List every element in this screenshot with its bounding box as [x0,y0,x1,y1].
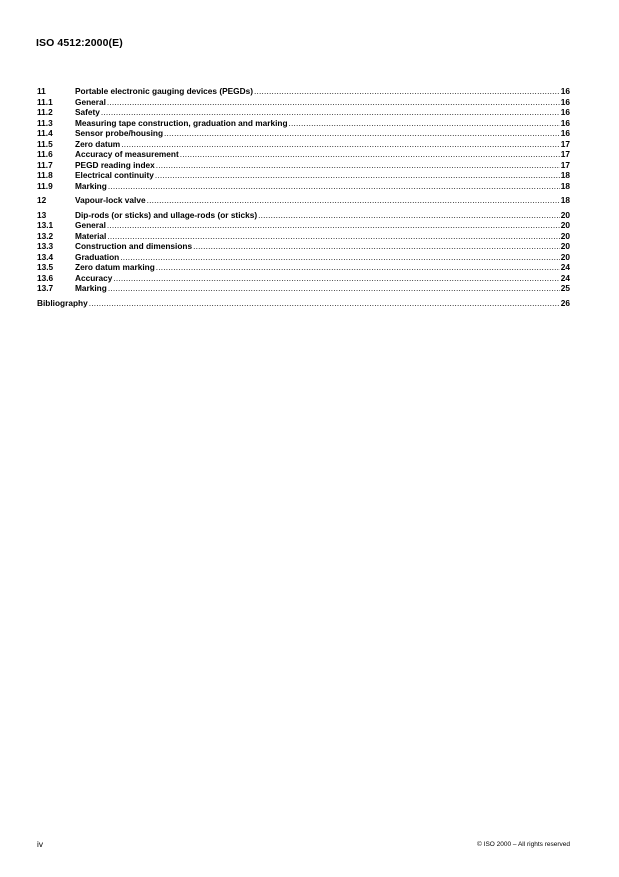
toc-entry[interactable] [37,139,570,150]
toc-entry-number: 13 [37,209,47,220]
toc-entry-page: 18 [560,180,570,191]
toc-entry-page: 16 [560,117,570,128]
toc-entry-page: 24 [560,262,570,272]
toc-entry-page: 17 [560,159,570,170]
toc-entry-number: 11.3 [37,117,53,128]
toc-dot-leader [289,118,560,129]
toc-group [37,86,570,191]
toc-entry-title: Zero datum [75,138,121,149]
toc-entry[interactable] [37,231,570,242]
toc-entry-page: 16 [560,128,570,138]
toc-entry[interactable] [37,181,570,192]
toc-dot-leader [121,139,560,150]
toc-entry-page: 16 [560,86,570,96]
toc-entry-number: 13.5 [37,262,54,272]
toc-entry-title: Electrical continuity [75,170,154,180]
toc-entry-number: 11.2 [37,107,53,117]
toc-dot-leader [164,128,560,139]
toc-dot-leader [193,241,560,252]
toc-entry[interactable] [37,252,570,263]
toc-entry-title: Accuracy of measurement [75,149,179,159]
toc-dot-leader [113,273,559,284]
toc-entry-page: 16 [560,96,570,107]
toc-entry-title: General [75,220,106,230]
toc-entry-number: 11.4 [37,128,53,138]
toc-entry[interactable] [37,210,570,221]
toc-dot-leader [108,283,560,294]
toc-entry-number: 11.7 [37,159,53,170]
toc-entry-title: Construction and dimensions [75,241,193,251]
toc-dot-leader [258,210,560,221]
copyright-notice: © ISO 2000 – All rights reserved [477,841,570,848]
toc-dot-leader [155,170,560,181]
toc-entry[interactable] [37,195,570,206]
toc-entry[interactable] [37,262,570,273]
toc-entry-number: 13.3 [37,241,54,251]
toc-group [37,195,570,206]
toc-entry-number: 11.5 [37,138,53,149]
toc-entry-page: 20 [560,220,570,230]
toc-entry-number: 13.6 [37,272,54,283]
toc-entry-page: 16 [560,107,570,117]
toc-entry[interactable] [37,220,570,231]
toc-entry-title: General [75,96,106,107]
toc-entry-number: 11.6 [37,149,53,159]
toc-entry-page: 20 [560,230,570,241]
toc-entry-page: 20 [560,251,570,262]
toc-entry-number: 11.8 [37,170,53,180]
toc-entry-title: Dip-rods (or sticks) and ullage-rods (or sticks) [75,209,258,220]
toc-entry-title: Material [75,230,107,241]
toc-entry-page: 26 [560,297,570,308]
toc-entry[interactable] [37,298,570,309]
toc-entry[interactable] [37,86,570,97]
toc-entry[interactable] [37,107,570,118]
toc-entry-page: 25 [560,283,570,293]
toc-entry[interactable] [37,97,570,108]
toc-entry-title: Accuracy [75,272,113,283]
toc-entry-number: 11 [37,86,46,96]
toc-entry-page: 17 [560,149,570,159]
toc-entry[interactable] [37,149,570,160]
toc-dot-leader [180,149,560,160]
toc-entry-number: 13.7 [37,283,54,293]
toc-entry-title: Zero datum marking [75,262,155,272]
toc-dot-leader [89,298,560,309]
toc-entry-number: 11.9 [37,180,53,191]
toc-dot-leader [254,86,560,97]
toc-entry-page: 17 [560,138,570,149]
toc-entry-number: 13.4 [37,251,54,262]
toc-entry-number: 12 [37,195,47,205]
toc-entry-title: Marking [75,283,107,293]
toc-entry-title: PEGD reading index [75,159,155,170]
toc-entry-title: Measuring tape construction, graduation and marking [75,117,288,128]
toc-dot-leader [156,160,560,171]
table-of-contents [37,86,570,312]
toc-entry-page: 18 [560,195,570,205]
toc-entry[interactable] [37,160,570,171]
toc-dot-leader [156,262,560,273]
toc-entry[interactable] [37,118,570,129]
toc-entry[interactable] [37,241,570,252]
page-number: iv [37,839,43,849]
toc-dot-leader [107,231,559,242]
toc-entry[interactable] [37,128,570,139]
toc-entry[interactable] [37,283,570,294]
toc-entry-page: 20 [560,209,570,220]
toc-entry-number: 11.1 [37,96,53,107]
toc-entry-title: Graduation [75,251,120,262]
toc-entry-title: Safety [75,107,100,117]
toc-dot-leader [147,195,560,206]
toc-entry-page: 18 [560,170,570,180]
toc-dot-leader [107,220,560,231]
toc-entry-title: Portable electronic gauging devices (PEGDs) [75,86,253,96]
toc-entry[interactable] [37,170,570,181]
toc-entry-number: 13.2 [37,230,54,241]
toc-group [37,210,570,294]
toc-entry-title: Vapour-lock valve [75,195,146,205]
toc-entry-page: 24 [560,272,570,283]
toc-dot-leader [108,181,560,192]
toc-entry[interactable] [37,273,570,284]
toc-dot-leader [101,107,560,118]
toc-group [37,298,570,309]
toc-dot-leader [120,252,560,263]
toc-entry-number: 13.1 [37,220,54,230]
toc-entry-title: Marking [75,180,107,191]
toc-dot-leader [107,97,560,108]
toc-entry-page: 20 [560,241,570,251]
toc-entry-title: Sensor probe/housing [75,128,164,138]
document-id-header: ISO 4512:2000(E) [36,37,123,49]
toc-entry-title: Bibliography [37,297,88,308]
